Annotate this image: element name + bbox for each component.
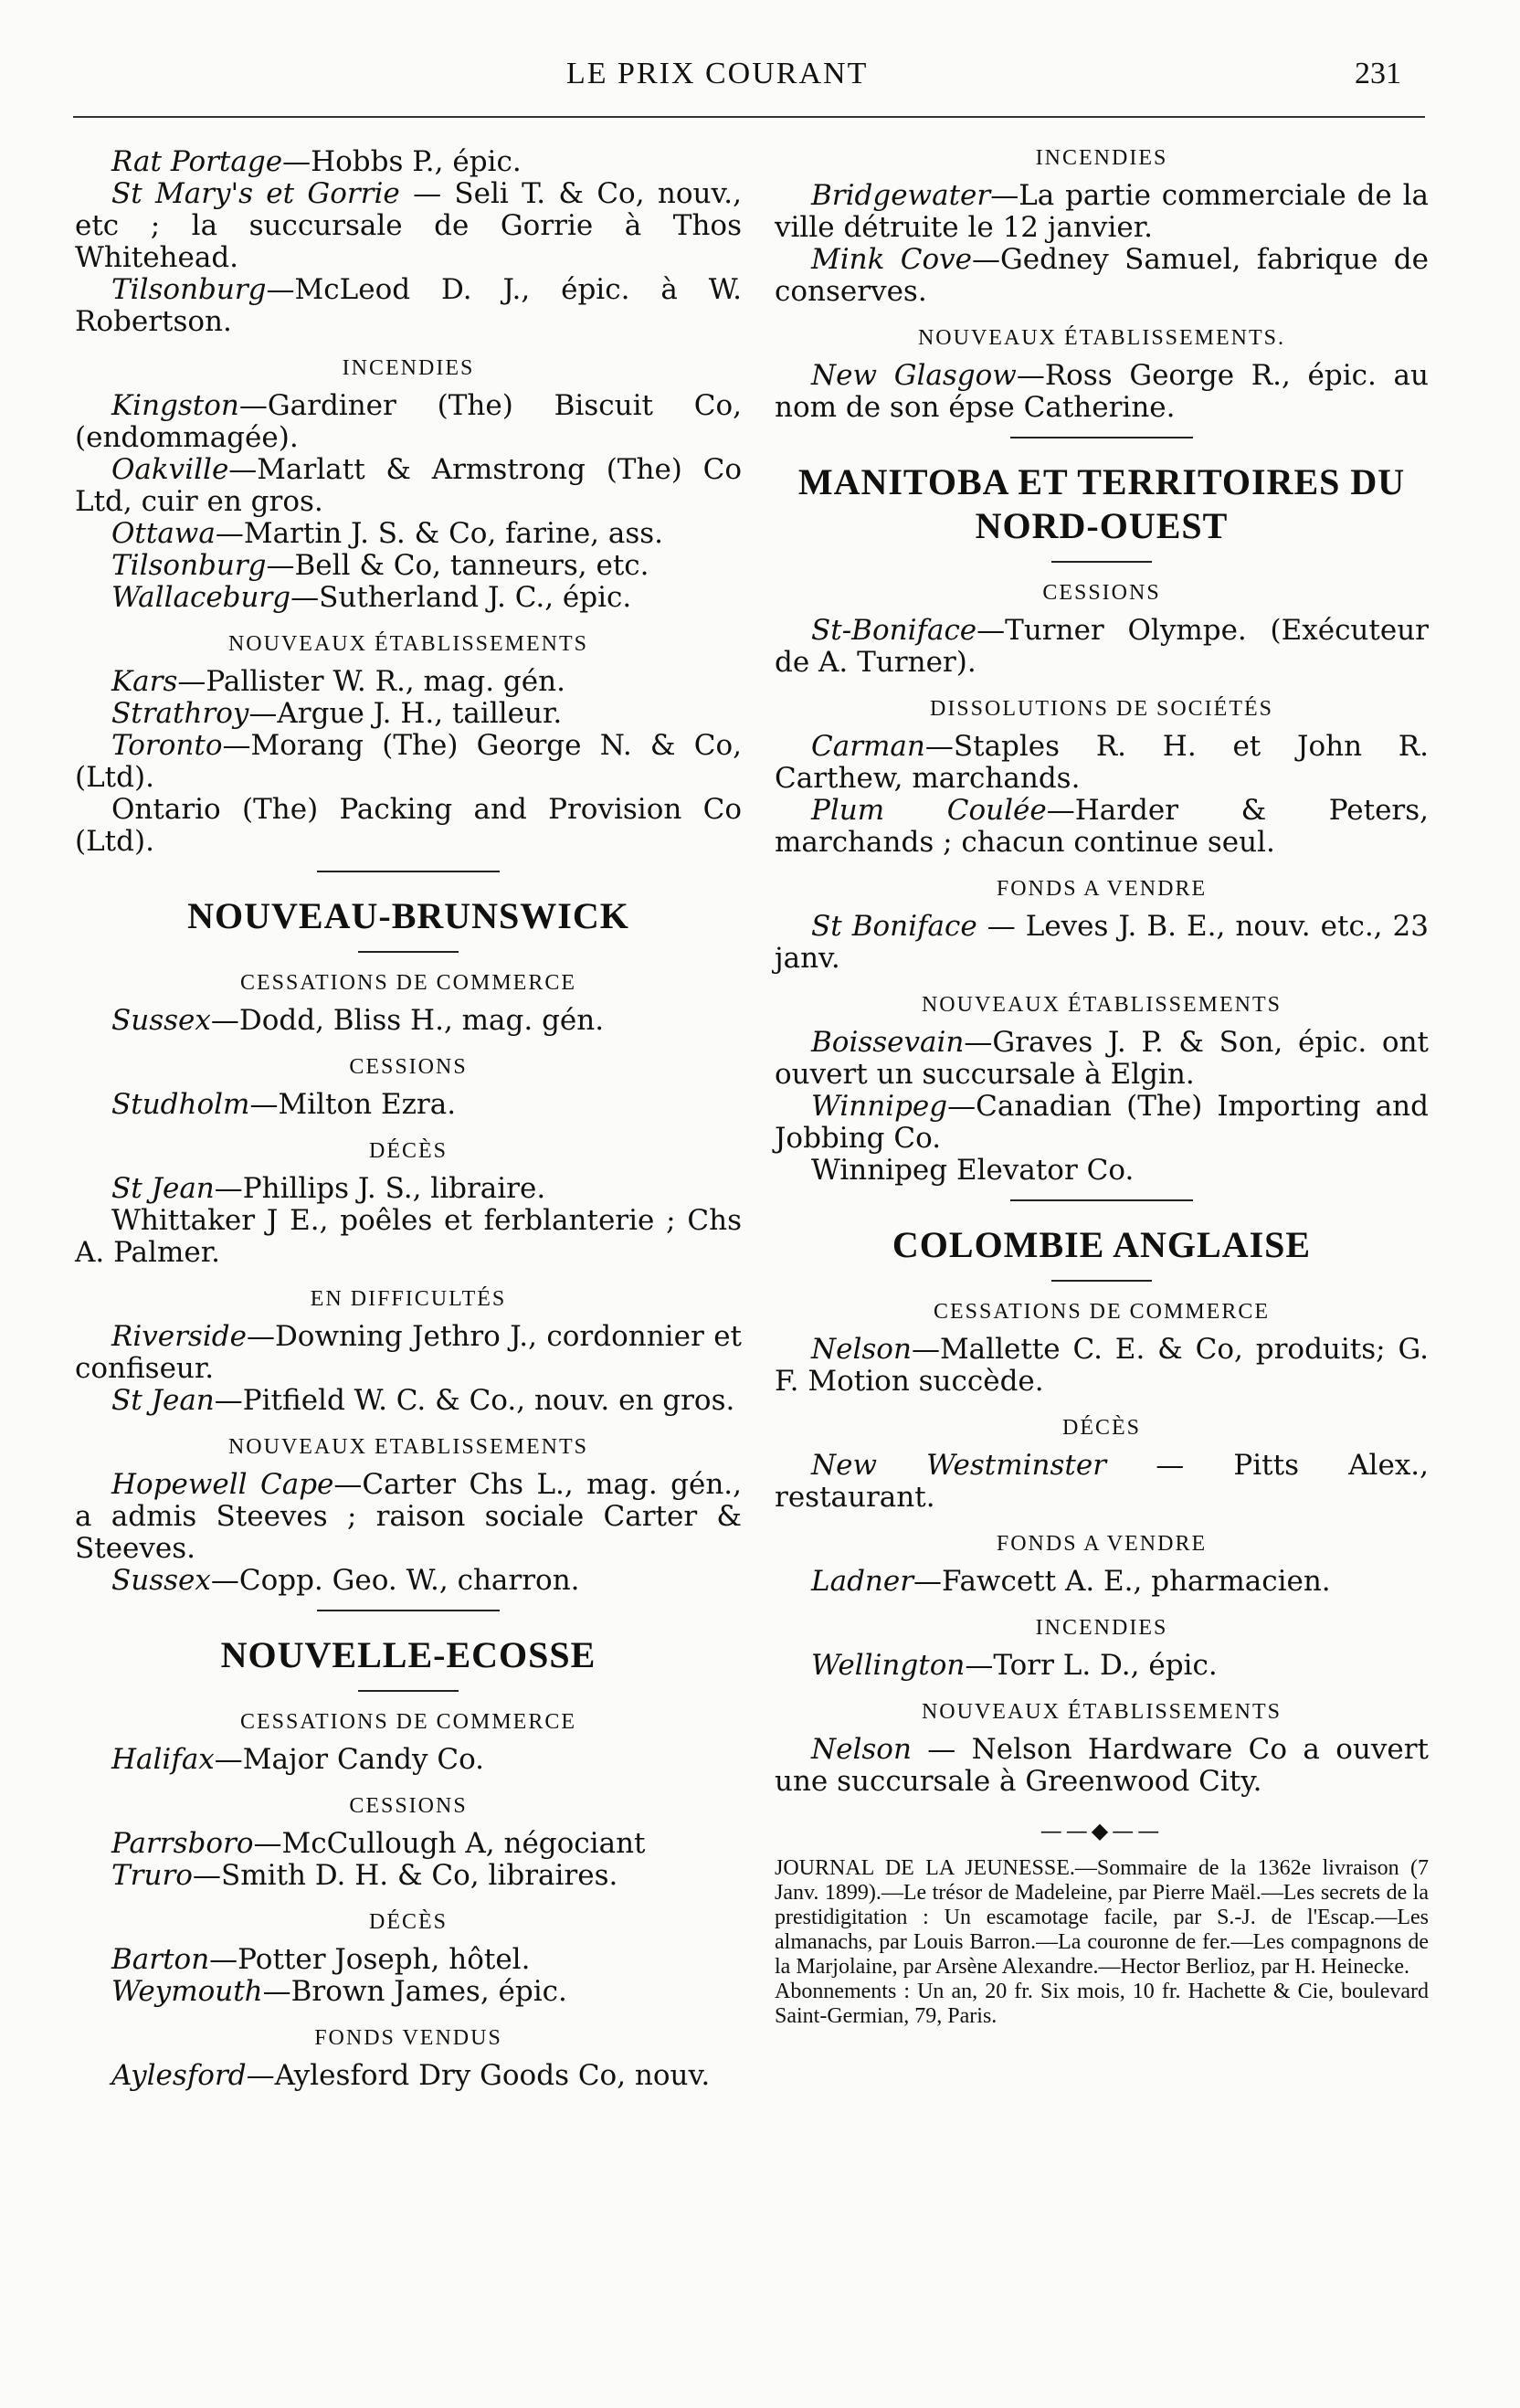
entry-place: Nelson bbox=[811, 1333, 912, 1366]
entry-text: —Dodd, Bliss H., mag. gén. bbox=[210, 1004, 605, 1037]
entry-text: —Downing Jethro J., cordonnier et confiseur. bbox=[75, 1320, 742, 1385]
entry-place: Carman bbox=[811, 730, 925, 763]
entry-text: —Morang (The) George N. & Co, (Ltd). bbox=[75, 729, 742, 794]
entry bbox=[775, 1566, 1429, 1598]
entry-place: Sussex bbox=[111, 1004, 211, 1037]
entry-place: Tilsonburg bbox=[111, 549, 267, 582]
entry-place: Bridgewater bbox=[811, 179, 991, 212]
entry-text: — Seli T. & Co, nouv., etc ; la succursale de Gorrie à Thos Whitehead. bbox=[75, 177, 743, 274]
section-heading: FONDS A VENDRE bbox=[996, 877, 1208, 901]
entry-place: St-Boniface bbox=[811, 614, 977, 647]
entry-text: Ontario (The) Packing and Provision Co (Ltd). bbox=[75, 793, 742, 858]
entry-place: Tilsonburg bbox=[111, 273, 267, 306]
entry-list bbox=[75, 1321, 742, 1417]
entry-place: New Glasgow bbox=[811, 359, 1017, 392]
entry bbox=[75, 1321, 742, 1385]
entry bbox=[75, 730, 742, 794]
entry-text: —Gedney Samuel, fabrique de conserves. bbox=[775, 243, 1429, 308]
entry-place: St Boniface bbox=[811, 910, 977, 943]
entry-place: Oakville bbox=[111, 453, 229, 486]
section-heading: CESSATIONS DE COMMERCE bbox=[239, 971, 577, 995]
entry bbox=[75, 794, 742, 858]
entry bbox=[75, 666, 742, 698]
section-heading: DISSOLUTIONS DE SOCIÉTÉS bbox=[929, 697, 1273, 721]
province-title: NOUVELLE-ECOSSE bbox=[220, 1634, 596, 1675]
entry-list bbox=[775, 1450, 1429, 1514]
entry-text: —Marlatt & Armstrong (The) Co Ltd, cuir en gros. bbox=[75, 453, 742, 518]
entry-text: Winnipeg Elevator Co. bbox=[811, 1154, 1135, 1187]
divider bbox=[317, 1610, 500, 1611]
entry-list bbox=[775, 1734, 1429, 1798]
entry bbox=[775, 360, 1429, 424]
entry-place: Strathroy bbox=[111, 697, 249, 730]
entry bbox=[75, 1744, 742, 1776]
entry-text: —Graves J. P. & Son, épic. ont ouvert un succursale à Elgin. bbox=[775, 1026, 1429, 1091]
entry-place: Plum Coulée bbox=[811, 794, 1047, 827]
entry-text: — Pitts Alex., restaurant. bbox=[775, 1449, 1430, 1514]
entry-text: —Harder & Peters, marchands ; chacun continue seul. bbox=[775, 794, 1429, 859]
entry-text: —Ross George R., épic. au nom de son épse Catherine. bbox=[775, 359, 1429, 424]
entry-text: —Phillips J. S., libraire. bbox=[214, 1172, 546, 1205]
entry-list bbox=[75, 2060, 742, 2092]
entry-text: —Brown James, épic. bbox=[262, 1975, 567, 2008]
entry bbox=[775, 1091, 1429, 1155]
entry bbox=[775, 244, 1429, 308]
entry-list bbox=[775, 1334, 1429, 1398]
entry-place: New Westminster bbox=[811, 1449, 1107, 1482]
entry bbox=[775, 911, 1429, 975]
entry-text: —Gardiner (The) Biscuit Co, (endommagée). bbox=[75, 389, 742, 454]
entry-text: —Pallister W. R., mag. gén. bbox=[177, 665, 565, 698]
entry-place: Ottawa bbox=[111, 517, 216, 550]
entry-text: — Leves J. B. E., nouv. etc., 23 janv. bbox=[775, 910, 1429, 975]
entry-text: —Potter Joseph, hôtel. bbox=[209, 1943, 531, 1976]
nouveaux-list bbox=[75, 666, 742, 858]
entry-place: St Jean bbox=[111, 1384, 215, 1417]
divider bbox=[1010, 1199, 1193, 1201]
entry-text: —Aylesford Dry Goods Co, nouv. bbox=[246, 2059, 711, 2092]
entry bbox=[75, 1005, 742, 1037]
entry bbox=[775, 1734, 1429, 1798]
entry bbox=[775, 795, 1429, 859]
entry bbox=[75, 1944, 742, 1976]
entry bbox=[775, 180, 1429, 244]
entry bbox=[75, 390, 742, 454]
entry bbox=[75, 454, 742, 518]
entry-text: —Major Candy Co. bbox=[214, 1743, 485, 1776]
entry bbox=[75, 1565, 742, 1597]
entry-text: —Fawcett A. E., pharmacien. bbox=[913, 1565, 1331, 1598]
divider bbox=[1051, 1280, 1152, 1282]
entry-text: Whittaker J E., poêles et ferblanterie ; Chs A. Palmer. bbox=[75, 1204, 742, 1269]
entry-place: Studholm bbox=[111, 1088, 250, 1121]
ornament-divider: ——◆—— bbox=[1040, 1818, 1164, 1843]
entry-list bbox=[775, 1027, 1429, 1187]
divider bbox=[358, 951, 459, 953]
section-heading: NOUVEAUX ÉTABLISSEMENTS. bbox=[917, 326, 1286, 350]
entry bbox=[75, 1469, 742, 1565]
entry bbox=[775, 1334, 1429, 1398]
entry-text: —La partie commerciale de la ville détruite le 12 janvier. bbox=[775, 179, 1429, 244]
divider bbox=[317, 871, 500, 872]
entry-text: —Carter Chs L., mag. gén., a admis Steeves ; raison sociale Carter & Steeves. bbox=[75, 1468, 743, 1565]
journal-notice: JOURNAL DE LA JEUNESSE.—Sommaire de la 1362e livraison (7 Janv. 1899).—Le trésor de Madeleine, par Pierre Maël.—Les secrets de la prestidigitation : Un escamotage facile, par S.-J. de l'Escap.—Les almanachs, par Louis Barron.—La couronne de fer.—Les compagnons de la Marjolaine, par Arsène Alexandre.—Hector Berlioz, par H. Heinecke. bbox=[775, 1856, 1429, 1979]
entry-place: Hopewell Cape bbox=[111, 1468, 334, 1501]
entry-list bbox=[75, 1944, 742, 2008]
entry bbox=[75, 2060, 742, 2092]
section-heading: DÉCÈS bbox=[368, 1910, 448, 1934]
section-heading: CESSIONS bbox=[1042, 581, 1161, 605]
entry bbox=[75, 1976, 742, 2008]
entry-list bbox=[775, 1650, 1429, 1682]
entry-place: Nelson bbox=[811, 1733, 912, 1766]
section-heading: NOUVEAUX ÉTABLISSEMENTS bbox=[921, 1700, 1282, 1724]
incendies-list bbox=[75, 390, 742, 614]
entry-place: St Jean bbox=[111, 1172, 215, 1205]
entry-list bbox=[75, 1744, 742, 1776]
entry-list bbox=[775, 731, 1429, 859]
left-column bbox=[75, 146, 742, 2092]
entry-place: Truro bbox=[111, 1859, 193, 1892]
section-heading: INCENDIES bbox=[342, 356, 475, 380]
section-heading: INCENDIES bbox=[1035, 1616, 1168, 1640]
entry-list bbox=[775, 360, 1429, 424]
entry-text: —Canadian (The) Importing and Jobbing Co. bbox=[775, 1090, 1429, 1155]
entry-text: —McLeod D. J., épic. à W. Robertson. bbox=[75, 273, 742, 338]
entry-text: —Sutherland J. C., épic. bbox=[290, 581, 632, 614]
entry-place: Ladner bbox=[811, 1565, 914, 1598]
entry-text: —Argue J. H., tailleur. bbox=[248, 697, 563, 730]
entry-text: —Copp. Geo. W., charron. bbox=[210, 1564, 580, 1597]
header-divider bbox=[73, 116, 1425, 118]
entry-place: Sussex bbox=[111, 1564, 211, 1597]
province-title: NOUVEAU-BRUNSWICK bbox=[187, 895, 629, 936]
entry-place: Barton bbox=[111, 1943, 210, 1976]
section-heading: CESSIONS bbox=[349, 1794, 468, 1818]
entry-list bbox=[75, 1005, 742, 1037]
section-heading: NOUVEAUX ÉTABLISSEMENTS bbox=[227, 632, 589, 656]
journal-title: LE PRIX COURANT bbox=[566, 57, 869, 90]
entry-text: —Bell & Co, tanneurs, etc. bbox=[266, 549, 649, 582]
section-heading: DÉCÈS bbox=[1061, 1416, 1141, 1440]
divider bbox=[1010, 437, 1193, 438]
entry bbox=[775, 1027, 1429, 1091]
entry bbox=[775, 1650, 1429, 1682]
entry-text: —Pitfield W. C. & Co., nouv. en gros. bbox=[214, 1384, 735, 1417]
section-heading: CESSATIONS DE COMMERCE bbox=[239, 1710, 577, 1734]
entry bbox=[75, 1089, 742, 1121]
entry-list bbox=[75, 1828, 742, 1892]
entry-place: Boissevain bbox=[811, 1026, 965, 1059]
section-heading: FONDS VENDUS bbox=[314, 2026, 502, 2050]
entry bbox=[75, 1828, 742, 1860]
entry-place: Wallaceburg bbox=[111, 581, 291, 614]
entry-text: —Mallette C. E. & Co, produits; G. F. Motion succède. bbox=[775, 1333, 1429, 1398]
entry bbox=[75, 550, 742, 582]
entry bbox=[775, 1155, 1429, 1187]
entry-list bbox=[775, 911, 1429, 975]
entry bbox=[775, 731, 1429, 795]
entry-list bbox=[75, 1089, 742, 1121]
entry-list bbox=[75, 1469, 742, 1597]
entry bbox=[75, 698, 742, 730]
entry bbox=[75, 1205, 742, 1269]
entry-place: Kars bbox=[111, 665, 178, 698]
entry bbox=[75, 1385, 742, 1417]
entry bbox=[75, 274, 742, 338]
entry-list bbox=[775, 180, 1429, 308]
entry bbox=[775, 1450, 1429, 1514]
entry-place: Toronto bbox=[111, 729, 223, 762]
entry-text: —Smith D. H. & Co, libraires. bbox=[192, 1859, 618, 1892]
entry-list bbox=[775, 1566, 1429, 1598]
right-column bbox=[775, 146, 1429, 2029]
entry-place: Parrsboro bbox=[111, 1827, 254, 1860]
section-heading: CESSIONS bbox=[349, 1055, 468, 1079]
entry-text: —Staples R. H. et John R. Carthew, marchands. bbox=[775, 730, 1429, 795]
section-heading: DÉCÈS bbox=[368, 1139, 448, 1163]
entry-place: Winnipeg bbox=[811, 1090, 948, 1123]
entry-place: Halifax bbox=[111, 1743, 215, 1776]
divider bbox=[1051, 561, 1152, 563]
entry-list bbox=[75, 1173, 742, 1269]
entry bbox=[75, 1173, 742, 1205]
entry bbox=[75, 518, 742, 550]
entry bbox=[75, 1860, 742, 1892]
entry bbox=[75, 146, 742, 178]
section-heading: EN DIFFICULTÉS bbox=[310, 1287, 507, 1311]
entry bbox=[75, 582, 742, 614]
section-heading: INCENDIES bbox=[1035, 146, 1168, 170]
section-heading: NOUVEAUX ETABLISSEMENTS bbox=[227, 1435, 589, 1459]
entry-text: —Turner Olympe. (Exécuteur de A. Turner). bbox=[775, 614, 1429, 679]
entry-place: Riverside bbox=[111, 1320, 247, 1353]
entry-place: Weymouth bbox=[111, 1975, 263, 2008]
page-header bbox=[0, 57, 1520, 111]
province-title: COLOMBIE ANGLAISE bbox=[892, 1224, 1312, 1265]
divider bbox=[358, 1690, 459, 1692]
entry-place: Mink Cove bbox=[811, 243, 973, 276]
entry-place: Aylesford bbox=[111, 2059, 247, 2092]
entry-text: —Hobbs P., épic. bbox=[282, 145, 522, 178]
section-heading: CESSATIONS DE COMMERCE bbox=[933, 1300, 1271, 1324]
entry-place: Kingston bbox=[111, 389, 239, 422]
entry-text: —McCullough A, négociant bbox=[253, 1827, 646, 1860]
entry-text: —Milton Ezra. bbox=[249, 1088, 457, 1121]
entry-place: St Mary's et Gorrie bbox=[111, 177, 400, 210]
ontario-top-entries bbox=[75, 146, 742, 338]
province-title: MANITOBA ET TERRITOIRES DU NORD-OUEST bbox=[797, 461, 1406, 546]
journal-subscription: Abonnements : Un an, 20 fr. Six mois, 10 fr. Hachette & Cie, boulevard Saint-Germian, 79, Paris. bbox=[775, 1980, 1429, 2028]
entry-text: —Torr L. D., épic. bbox=[965, 1649, 1218, 1682]
page-number: 231 bbox=[1355, 57, 1401, 90]
entry bbox=[775, 615, 1429, 679]
section-heading: NOUVEAUX ÉTABLISSEMENTS bbox=[921, 993, 1282, 1017]
entry-text: — Nelson Hardware Co a ouvert une succursale à Greenwood City. bbox=[775, 1733, 1429, 1798]
entry-place: Rat Portage bbox=[111, 145, 283, 178]
entry bbox=[75, 178, 742, 274]
section-heading: FONDS A VENDRE bbox=[996, 1532, 1208, 1556]
entry-place: Wellington bbox=[811, 1649, 966, 1682]
entry-list bbox=[775, 615, 1429, 679]
entry-text: —Martin J. S. & Co, farine, ass. bbox=[215, 517, 664, 550]
